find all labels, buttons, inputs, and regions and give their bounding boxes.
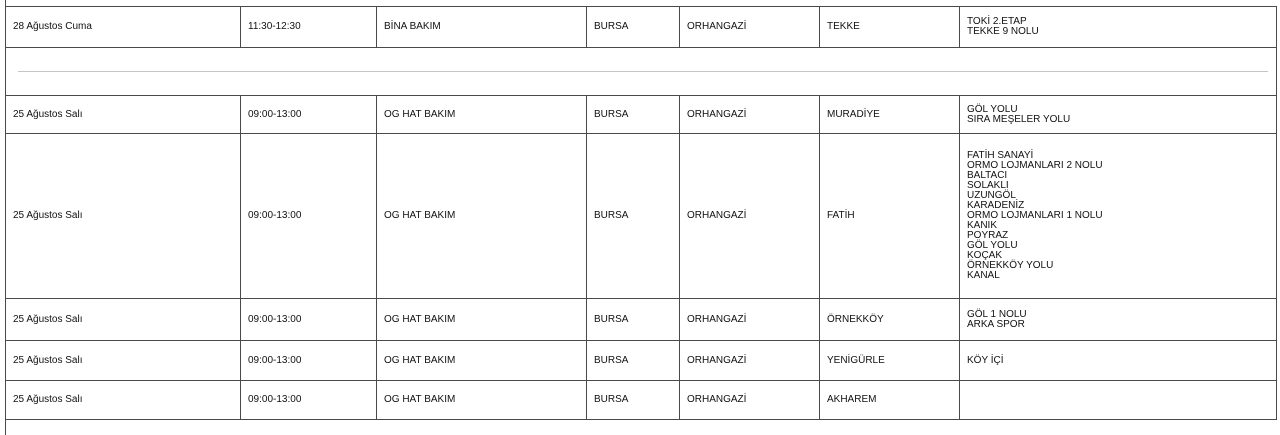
streets-cell [960, 7, 1277, 48]
street-item: ÖRNEKKÖY YOLU [967, 260, 1054, 271]
neighborhood-cell: FATİH [820, 134, 960, 299]
district-cell: ORHANGAZİ [680, 299, 820, 341]
city-cell: BURSA [587, 341, 680, 381]
separator-cell [6, 48, 1277, 96]
street-item: ARKA SPOR [967, 318, 1025, 330]
table-row [6, 134, 1277, 299]
work-type-cell: OG HAT BAKIM [377, 381, 587, 420]
separator-line [18, 71, 1268, 72]
streets-cell [960, 381, 1277, 420]
street-item: FATİH SANAYİ [967, 150, 1034, 161]
district-cell: ORHANGAZİ [680, 341, 820, 381]
work-type-cell: BİNA BAKIM [377, 7, 587, 48]
district-cell: ORHANGAZİ [680, 7, 820, 48]
time-cell: 09:00-13:00 [241, 96, 377, 134]
date-cell: 25 Ağustos Salı [6, 134, 241, 299]
work-type-cell: OG HAT BAKIM [377, 299, 587, 341]
street-item: GÖL 1 NOLU [967, 308, 1027, 320]
street-item: KANAL [967, 270, 1000, 281]
date-cell: 28 Ağustos Cuma [6, 7, 241, 48]
separator-row [6, 48, 1277, 96]
street-item: KANIK [967, 220, 998, 231]
neighborhood-cell: AKHAREM [820, 381, 960, 420]
street-item: TEKKE 9 NOLU [967, 26, 1039, 37]
date-cell: 25 Ağustos Salı [6, 341, 241, 381]
time-cell: 09:00-13:00 [241, 134, 377, 299]
table-row [6, 341, 1277, 381]
street-item: TOKİ 2.ETAP [967, 16, 1027, 27]
work-type-cell: OG HAT BAKIM [377, 341, 587, 381]
time-cell: 09:00-13:00 [241, 341, 377, 381]
street-item: KÖY İÇİ [967, 354, 1004, 366]
street-item: POYRAZ [967, 230, 1009, 241]
street-item: ORMO LOJMANLARI 1 NOLU [967, 210, 1103, 221]
work-type-cell: OG HAT BAKIM [377, 96, 587, 134]
streets-cell [960, 96, 1277, 134]
time-cell: 11:30-12:30 [241, 7, 377, 48]
date-cell: 25 Ağustos Salı [6, 299, 241, 341]
streets-cell [960, 134, 1277, 299]
street-item: GÖL YOLU [967, 240, 1018, 251]
date-cell: 25 Ağustos Salı [6, 96, 241, 134]
city-cell: BURSA [587, 7, 680, 48]
street-item: KOÇAK [967, 250, 1003, 261]
table-row [6, 299, 1277, 341]
street-item: GÖL YOLU [967, 103, 1018, 115]
street-item: SIRA MEŞELER YOLU [967, 113, 1071, 125]
neighborhood-cell: YENİGÜRLE [820, 341, 960, 381]
outage-table [5, 6, 1277, 420]
district-cell: ORHANGAZİ [680, 381, 820, 420]
work-type-cell: OG HAT BAKIM [377, 134, 587, 299]
street-item: BALTACI [967, 170, 1008, 181]
streets-cell [960, 299, 1277, 341]
neighborhood-cell: ÖRNEKKÖY [820, 299, 960, 341]
district-cell: ORHANGAZİ [680, 96, 820, 134]
table-row [6, 381, 1277, 420]
neighborhood-cell: MURADİYE [820, 96, 960, 134]
time-cell: 09:00-13:00 [241, 381, 377, 420]
date-cell: 25 Ağustos Salı [6, 381, 241, 420]
neighborhood-cell: TEKKE [820, 7, 960, 48]
streets-cell [960, 341, 1277, 381]
street-item: SOLAKLI [967, 180, 1009, 191]
city-cell: BURSA [587, 299, 680, 341]
street-item: UZUNGÖL [967, 190, 1016, 201]
street-item: KARADENİZ [967, 200, 1025, 211]
table-row [6, 7, 1277, 48]
city-cell: BURSA [587, 381, 680, 420]
time-cell: 09:00-13:00 [241, 299, 377, 341]
city-cell: BURSA [587, 134, 680, 299]
table-row [6, 96, 1277, 134]
district-cell: ORHANGAZİ [680, 134, 820, 299]
street-item: ORMO LOJMANLARI 2 NOLU [967, 160, 1103, 171]
city-cell: BURSA [587, 96, 680, 134]
